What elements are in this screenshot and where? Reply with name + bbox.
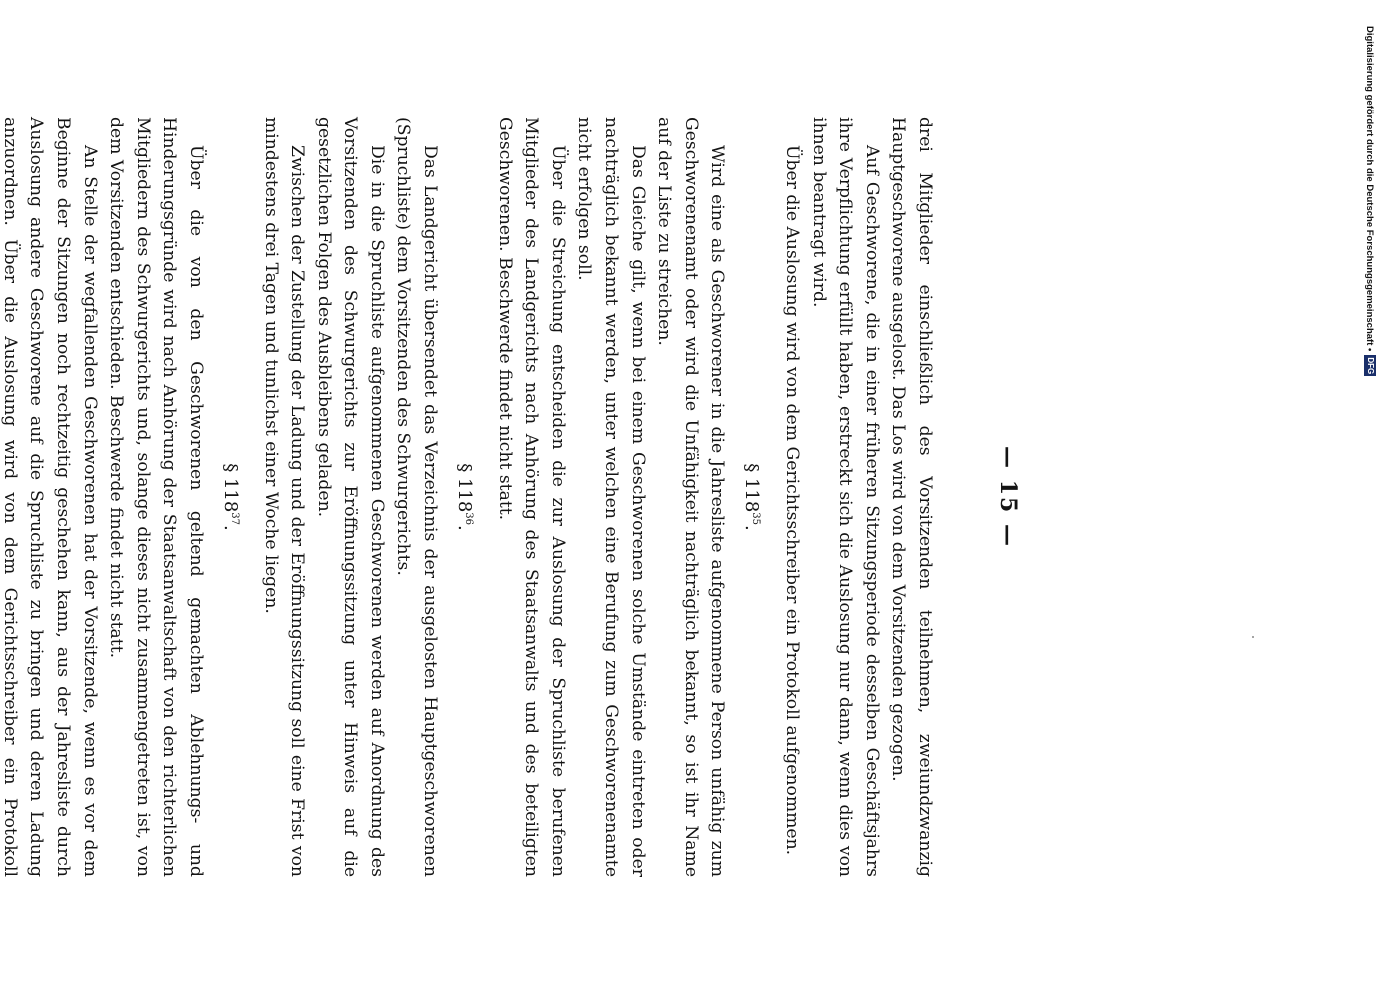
section-symbol: § 118 — [454, 463, 476, 513]
footnote-ref: 37 — [228, 512, 240, 526]
paragraph: Zwischen der Zustellung der Ladung und der Eröffnungssitzung soll eine Frist von mindestens drei Tagen und tunlichst einer Woche liegen. — [260, 117, 308, 877]
page-number: — 15 — — [995, 446, 1021, 548]
paragraph: Über die von den Geschworenen geltend gemachten Ablehnungs- und Hinderungsgründe wird nach Anhörung der Staatsanwaltschaft von den richterlichen Mitgliedern des Schwurgerichts und, solange dieses nicht zusammengetreten ist, von dem Vorsitzenden entschieden. Beschwerde findet nicht statt. — [106, 117, 206, 877]
rotated-text-page — [0, 117, 1073, 877]
dfg-logo-icon: DFG — [1366, 357, 1375, 375]
section-heading-118-35: § $118^{35}$. — [741, 463, 763, 531]
paragraph: Über die Auslosung wird von dem Gerichtsschreiber ein Protokoll aufgenommen. — [782, 145, 803, 856]
body-text — [0, 117, 938, 877]
scan-speck — [1252, 636, 1254, 638]
paragraph: drei Mitglieder einschließlich des Vorsitzenden teilnehmen, zweiundzwanzig Hauptgeschworene ausgelost. Das Los wird von dem Vorsitzenden gezogen. — [888, 117, 935, 877]
section-heading-118-37: § $118^{37}$. — [219, 463, 241, 531]
paragraph: An Stelle der wegfallenden Geschworenen hat der Vorsitzende, wenn es vor dem Beginne der Sitzungen noch rechtzeitig geschehen kann, aus der Jahresliste durch Auslosung andere Geschworene auf die Spruchliste zu bringen und deren Ladung anzuordnen. Über die Auslosung wird von dem Gerichtsschreiber ein Protokoll — [0, 117, 100, 877]
digitization-note — [1360, 10, 1380, 390]
paragraph: Wird eine als Geschworener in die Jahresliste aufgenommene Person unfähig zum Geschworenenamt oder wird die Unfähigkeit nachträglich bekannt, so ist ihr Name auf der Liste zu streichen. — [654, 117, 728, 877]
digitization-note-text — [1364, 26, 1376, 406]
paragraph: Über die Streichung entscheiden die zur Auslosung der Spruchliste berufenen Mitglieder des Landgerichts nach Anhörung des Staatsanwalts und des beteiligten Geschworenen. Beschwerde findet nicht statt. — [494, 117, 568, 877]
paragraph: Die in die Spruchliste aufgenommenen Geschworenen werden auf Anordnung des Vorsitzenden des Schwurgerichts zur Eröffnungssitzung unter Hinweis auf die gesetzlichen Folgen des Ausbleibens geladen. — [313, 117, 387, 877]
footnote-ref: 36 — [463, 512, 475, 526]
paragraph: Das Landgericht übersendet das Verzeichnis der ausgelosten Hauptgeschworenen (Spruchliste) dem Vorsitzenden des Schwurgerichts. — [393, 117, 441, 877]
section-heading-118-36: § $118^{36}$. — [454, 463, 476, 531]
paragraph: Auf Geschworene, die in einer früheren Sitzungsperiode desselben Geschäftsjahrs ihre Verpflichtung erfüllt haben, erstreckt sich die Auslosung nur dann, wenn dies von ihnen beantragt wird. — [808, 117, 882, 877]
footnote-ref: 35 — [750, 512, 762, 526]
paragraph: Das Gleiche gilt, wenn bei einem Geschworenen solche Umstände eintreten oder nachträglich bekannt werden, unter welchen eine Berufung zum Geschworenenamte nicht erfolgen soll. — [574, 117, 648, 877]
funding-note: Digitalisierung gefördert durch die Deutsche Forschungsgemeinschaft • — [1364, 26, 1376, 352]
section-symbol: § 118 — [219, 463, 241, 513]
section-symbol: § 118 — [741, 463, 763, 513]
